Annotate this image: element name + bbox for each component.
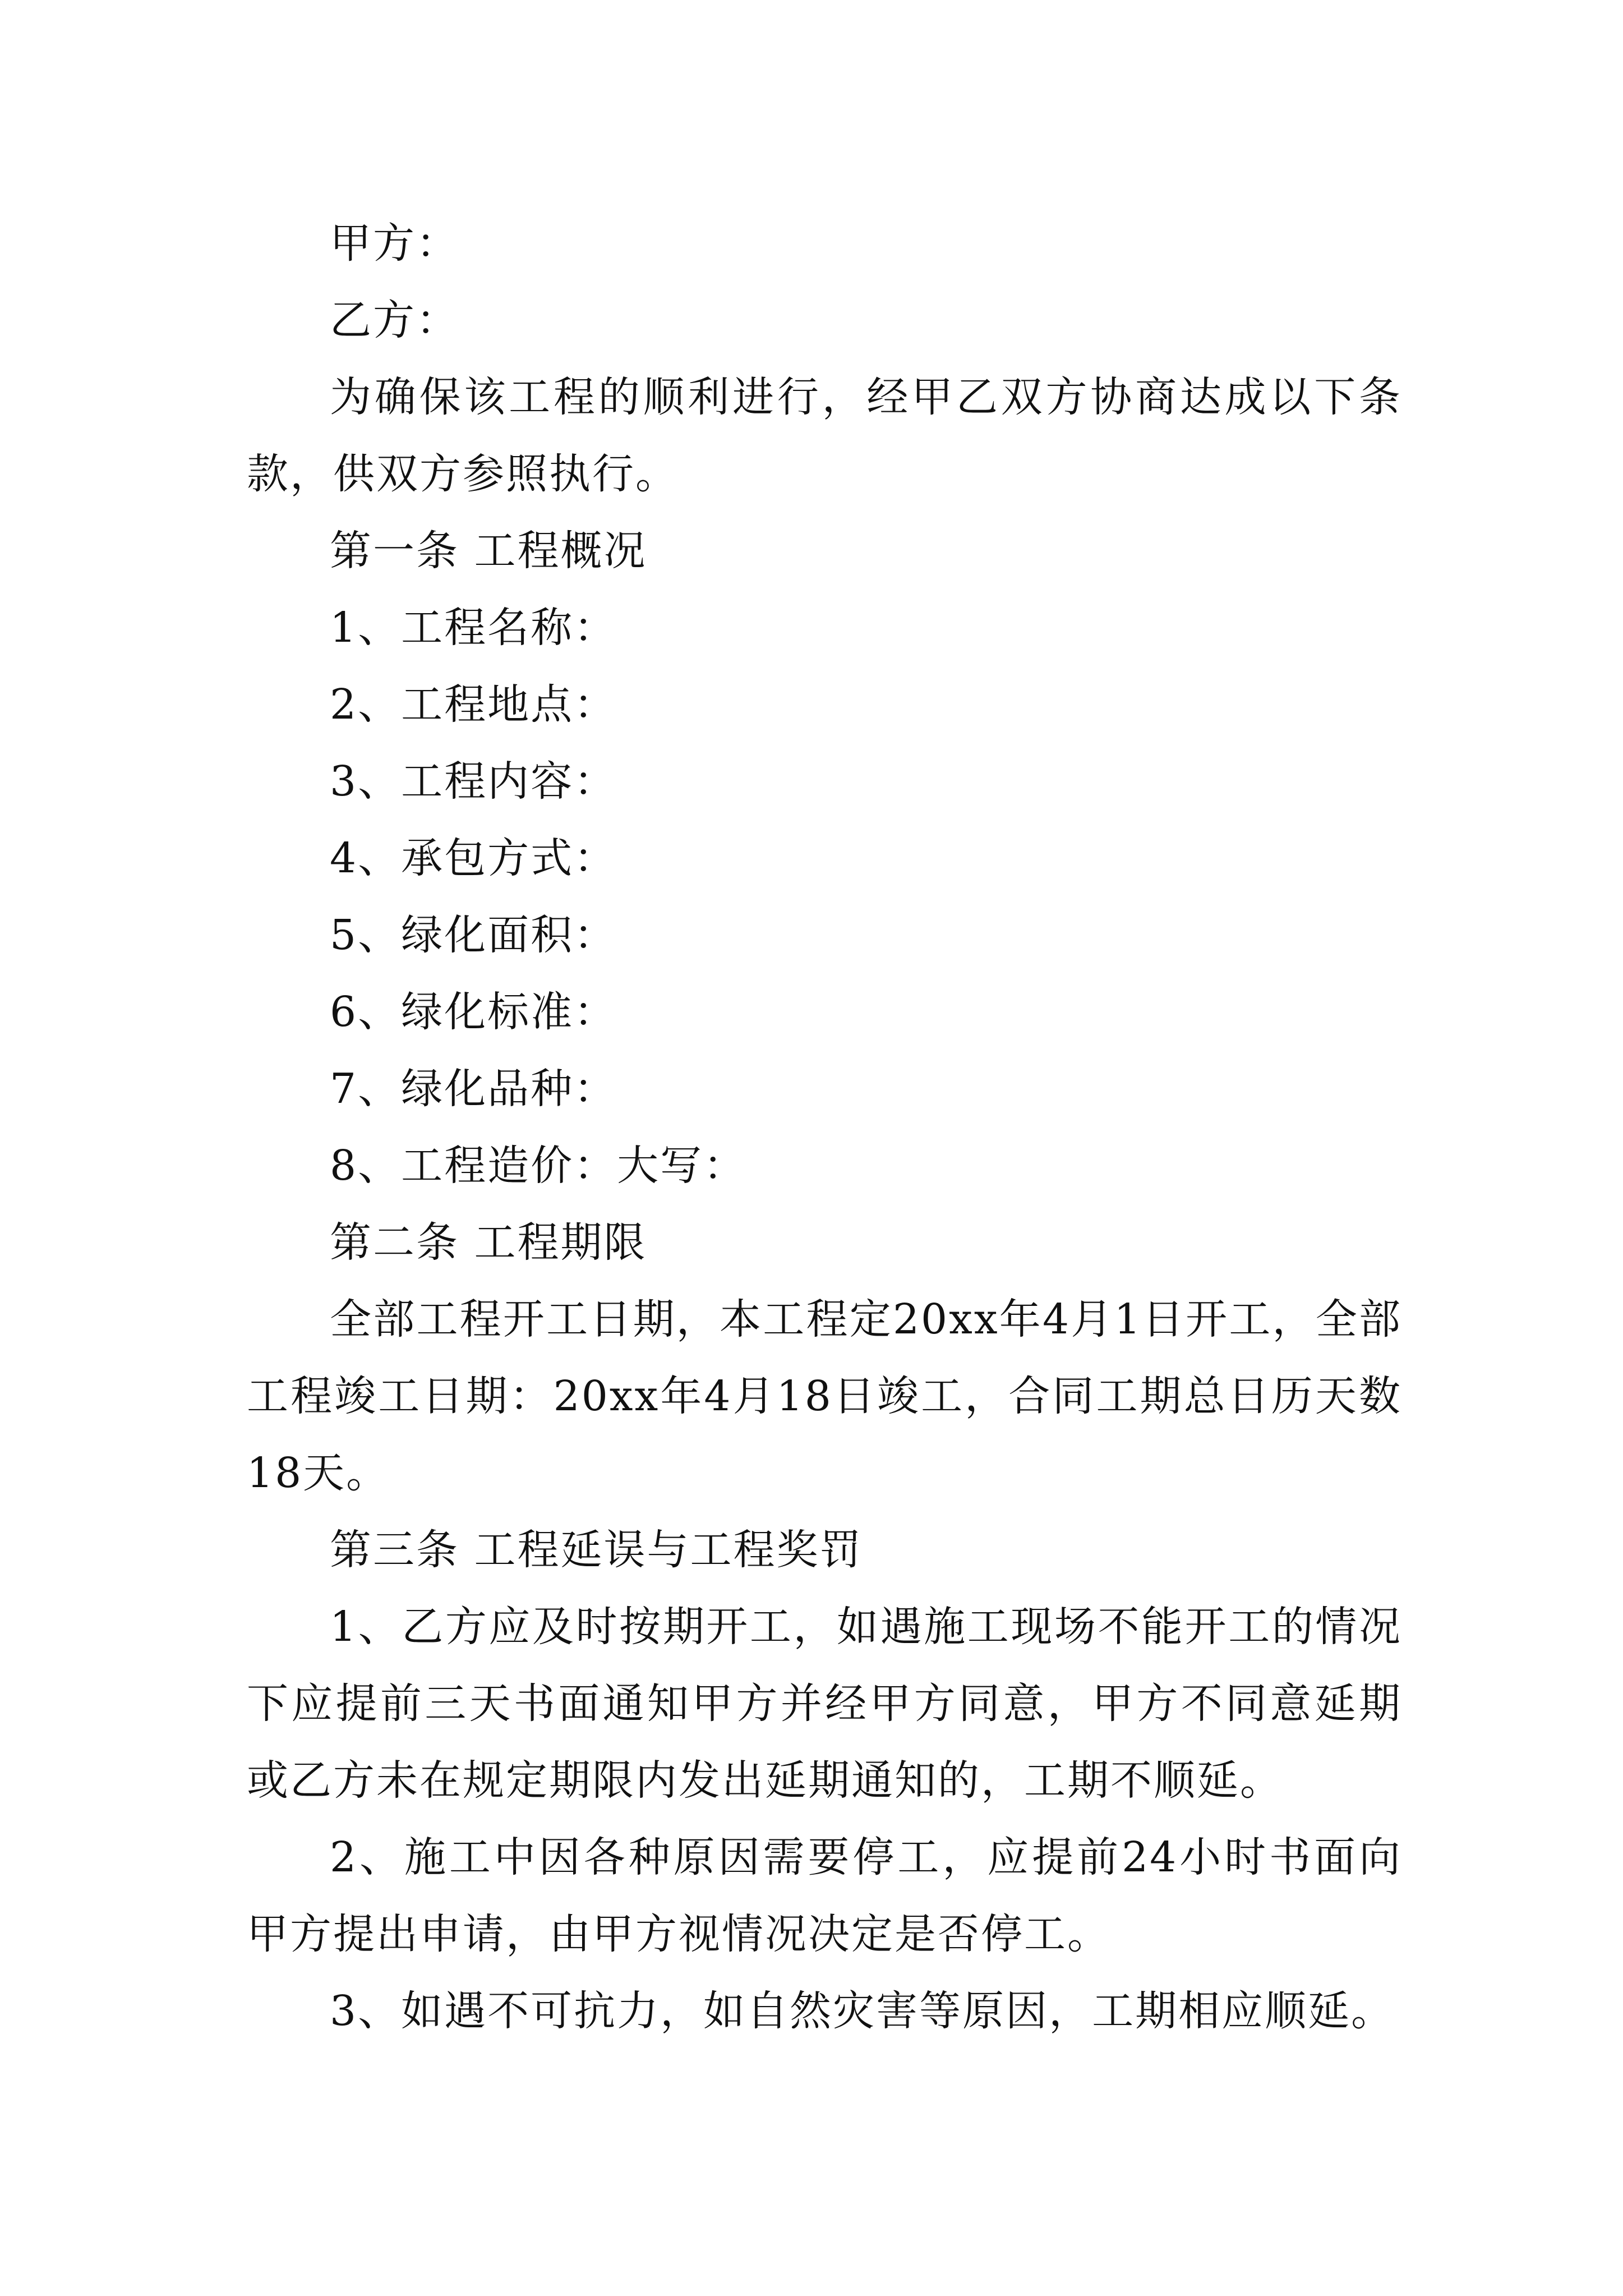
delay-clause-1: 1、乙方应及时按期开工，如遇施工现场不能开工的情况下应提前三天书面通知甲方并经甲方同意，甲方不同意延期或乙方未在规定期限内发出延期通知的，工期不顺延。	[247, 1603, 1402, 1805]
contract-method-line: 4、承包方式：	[330, 834, 617, 882]
contract-body	[247, 205, 1402, 2050]
greening-area-line: 5、绿化面积：	[330, 911, 617, 959]
project-cost-line: 8、工程造价：大写：	[330, 1142, 747, 1190]
article-3-heading: 第三条 工程延误与工程奖罚	[330, 1526, 863, 1574]
project-location-line: 2、工程地点：	[330, 680, 617, 729]
delay-clause-3: 3、如遇不可抗力，如自然灾害等原因，工期相应顺延。	[330, 1987, 1395, 2035]
article-1-heading: 第一条 工程概况	[330, 527, 647, 575]
party-a-line: 甲方：	[330, 219, 459, 268]
greening-variety-line: 7、绿化品种：	[330, 1065, 617, 1113]
article-2-heading: 第二条 工程期限	[330, 1218, 647, 1267]
preamble-paragraph: 为确保该工程的顺利进行，经甲乙双方协商达成以下条款，供双方参照执行。	[247, 373, 1402, 498]
party-b-line: 乙方：	[330, 296, 459, 344]
project-name-line: 1、工程名称：	[330, 604, 617, 652]
delay-clause-2: 2、施工中因各种原因需要停工，应提前24小时书面向甲方提出申请，由甲方视情况决定是否停工。	[247, 1833, 1402, 1958]
project-content-line: 3、工程内容：	[330, 757, 617, 806]
greening-standard-line: 6、绿化标准：	[330, 988, 617, 1036]
schedule-paragraph: 全部工程开工日期，本工程定20xx年4月1日开工，全部工程竣工日期：20xx年4月18日竣工，合同工期总日历天数18天。	[247, 1295, 1402, 1497]
